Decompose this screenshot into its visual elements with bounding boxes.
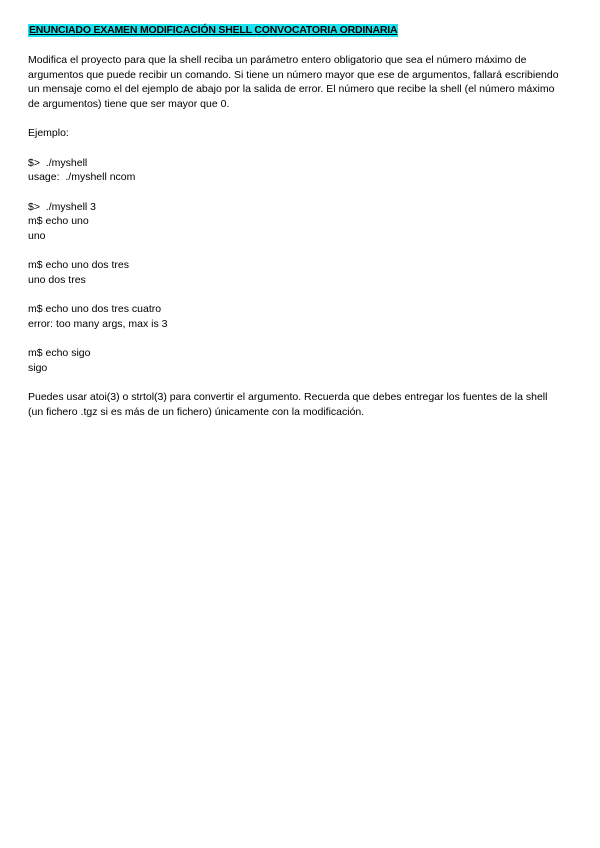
example-block bbox=[28, 200, 560, 244]
terminal-line: m$ echo uno dos tres cuatro bbox=[28, 303, 162, 315]
example-block bbox=[28, 156, 560, 185]
example-block bbox=[28, 346, 560, 375]
terminal-line: $> ./myshell bbox=[28, 156, 88, 169]
example-block bbox=[28, 302, 560, 331]
example-label: Ejemplo: bbox=[28, 127, 69, 139]
example-block bbox=[28, 258, 560, 287]
closing-paragraph: Puedes usar atoi(3) o strtol(3) para convertir el argumento. Recuerda que debes entregar los fuentes de la shell (un fichero .tgz si es más de un fichero) únicamente con la modificación. bbox=[28, 391, 548, 418]
terminal-line: sigo bbox=[28, 361, 48, 374]
exam-title: ENUNCIADO EXAMEN MODIFICACIÓN SHELL CONVOCATORIA ORDINARIA bbox=[29, 24, 398, 36]
terminal-line: $> ./myshell 3 bbox=[28, 200, 96, 213]
terminal-line: m$ echo uno dos tres bbox=[28, 259, 129, 271]
terminal-line: usage: ./myshell ncom bbox=[28, 171, 136, 183]
terminal-line: uno bbox=[28, 229, 46, 242]
terminal-line: m$ echo uno bbox=[28, 215, 89, 227]
terminal-line: uno dos tres bbox=[28, 273, 86, 286]
intro-paragraph: Modifica el proyecto para que la shell reciba un parámetro entero obligatorio que sea el número máximo de argumentos que puede recibir un comando. Si tiene un número mayor que ese de argumentos, fallará escribiendo un mensaje como el del ejemplo de abajo por la salida de error. El número que recibe la shell (el número máximo de argumentos) tiene que ser mayor que 0. bbox=[28, 54, 559, 110]
terminal-line: error: too many args, max is 3 bbox=[28, 317, 168, 330]
terminal-line: m$ echo sigo bbox=[28, 347, 91, 359]
